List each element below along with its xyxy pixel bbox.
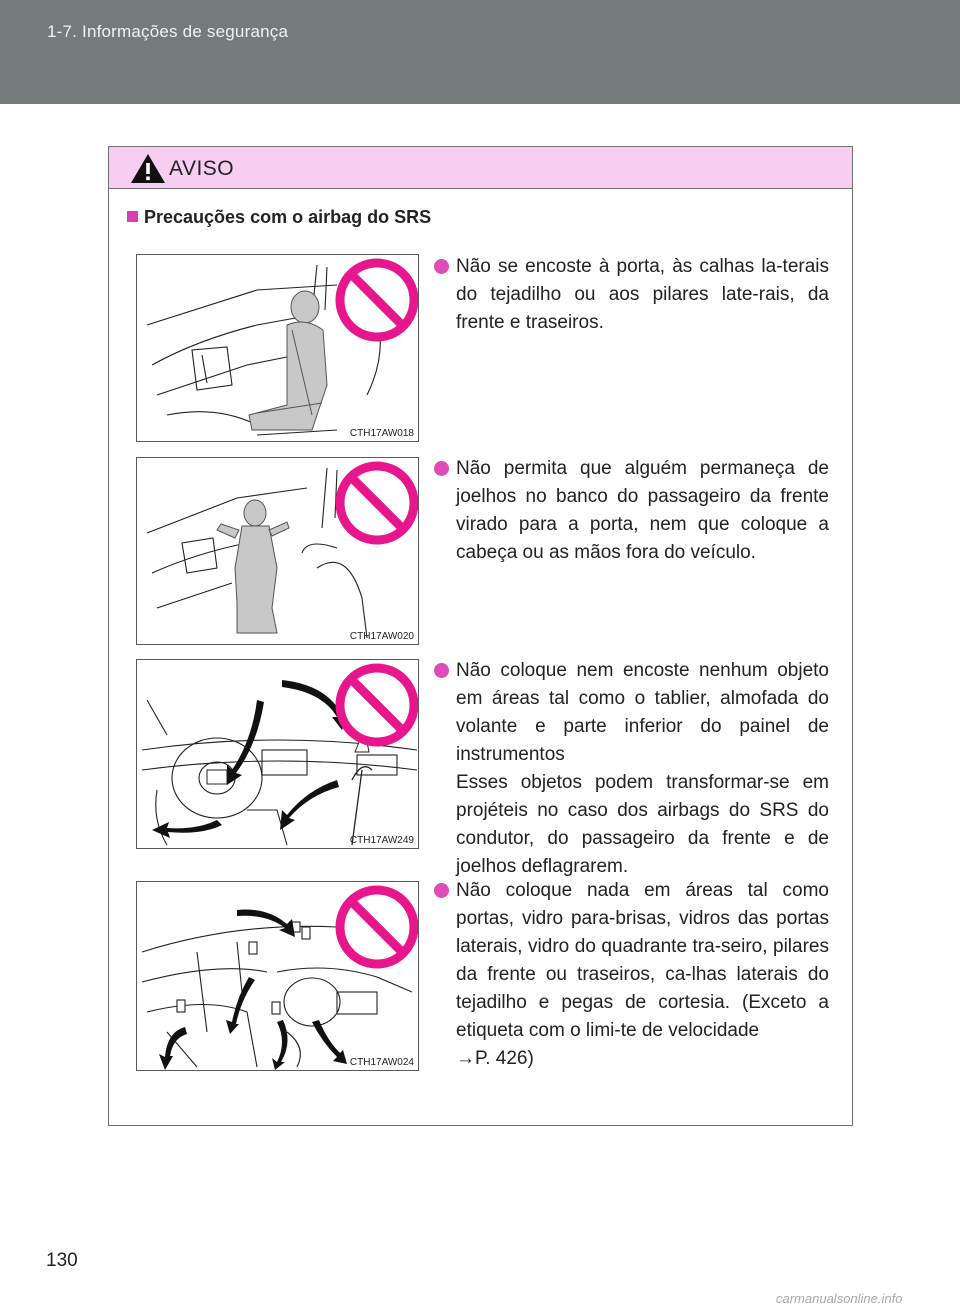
illustration-dashboard-objects (136, 659, 419, 849)
illustration-dashboard-objects-drawing (137, 660, 419, 849)
warning-item-text: Não coloque nem encoste nenhum objeto em áreas tal como o tablier, almofada do volante e parte inferior do painel de instrumentos (456, 660, 829, 765)
warning-triangle-icon (129, 152, 167, 185)
warning-label: AVISO (169, 157, 235, 180)
bullet-dot-icon (434, 461, 449, 476)
subsection-heading (127, 207, 431, 228)
square-marker-icon (127, 211, 138, 222)
figure-code: CTH17AW024 (349, 1057, 414, 1068)
warning-item-text: Não permita que alguém permaneça de joelhos no banco do passageiro da frente virado para a porta, nem que coloque a cabeça ou as mãos fora do veículo. (456, 458, 829, 563)
bullet-dot-icon (434, 663, 449, 678)
warning-header (109, 147, 852, 189)
warning-item-extra: Esses objetos podem transformar-se em projéteis no caso dos airbags do SRS do condutor, do passageiro da frente e de joelhos deflagrarem. (456, 772, 829, 877)
illustration-lean-on-door-drawing (137, 255, 419, 442)
illustration-kneeling-on-seat (136, 457, 419, 645)
figure-code: CTH17AW249 (349, 835, 414, 846)
watermark: carmanualsonline.info (776, 1291, 903, 1306)
subsection-heading-text: Precauções com o airbag do SRS (144, 207, 432, 227)
bullet-dot-icon (434, 883, 449, 898)
warning-box (108, 146, 853, 1126)
illustration-kneeling-on-seat-drawing (137, 458, 419, 645)
page-reference: →P. 426) (456, 1048, 534, 1069)
illustration-interior-objects (136, 881, 419, 1071)
warning-item-text: Não se encoste à porta, às calhas la-terais do tejadilho ou aos pilares late-rais, da frente e traseiros. (456, 256, 829, 333)
illustration-lean-on-door (136, 254, 419, 442)
bullet-dot-icon (434, 259, 449, 274)
warning-item (434, 455, 829, 567)
warning-item (434, 253, 829, 337)
warning-item (434, 877, 829, 1073)
warning-item-text: Não coloque nada em áreas tal como portas, vidro para-brisas, vidros das portas laterais, vidro do quadrante tra-seiro, pilares da frente ou traseiros, ca-lhas laterais do tejadilho e pegas de cortesia. (Exceto a etiqueta com o limi-te de velocidade (456, 880, 829, 1041)
figure-code: CTH17AW018 (349, 428, 414, 439)
section-title: 1-7. Informações de segurança (47, 22, 289, 41)
warning-item (434, 657, 829, 881)
illustration-interior-objects-drawing (137, 882, 419, 1071)
page-header (0, 0, 960, 104)
page-number: 130 (46, 1250, 78, 1271)
figure-code: CTH17AW020 (349, 631, 414, 642)
